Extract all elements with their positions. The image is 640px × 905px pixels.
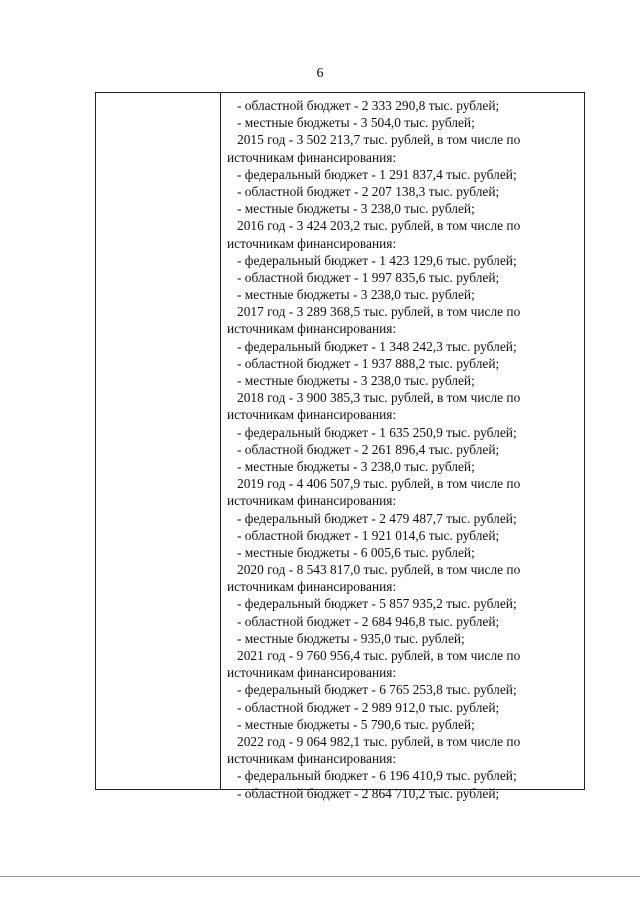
budget-item-line: - местные бюджеты - 3 238,0 тыс. рублей;	[237, 373, 475, 388]
year-total-line: 2017 год - 3 289 368,5 тыс. рублей, в том числе по	[237, 304, 521, 320]
continuation-line: источникам финансирования:	[227, 751, 397, 767]
continuation-line: источникам финансирования:	[227, 493, 397, 509]
budget-item-line: - местные бюджеты - 935,0 тыс. рублей;	[237, 630, 465, 646]
page-number: 6	[316, 66, 324, 81]
table-column-divider	[220, 93, 221, 789]
budget-item-line: - местные бюджеты - 5 790,6 тыс. рублей;	[237, 716, 475, 732]
year-total-line: 2019 год - 4 406 507,9 тыс. рублей, в том числе по	[237, 476, 521, 492]
year-total-line: 2021 год - 9 760 956,4 тыс. рублей, в том числе по	[237, 648, 521, 663]
continuation-line: источникам финансирования:	[227, 235, 397, 251]
budget-item-line: - федеральный бюджет - 6 196 410,9 тыс. рублей;	[237, 768, 517, 784]
budget-item-line: - областной бюджет - 2 684 946,8 тыс. рублей;	[237, 613, 500, 629]
year-total-line: 2015 год - 3 502 213,7 тыс. рублей, в том числе по	[237, 132, 521, 148]
budget-item-line: - местные бюджеты - 3 238,0 тыс. рублей;	[237, 201, 475, 217]
budget-item-line: - областной бюджет - 1 921 014,6 тыс. рублей;	[237, 527, 500, 543]
budget-item-line: - областной бюджет - 2 207 138,3 тыс. рублей;	[237, 183, 500, 199]
financing-text-cell	[227, 97, 579, 802]
year-total-line: 2018 год - 3 900 385,3 тыс. рублей, в том числе по	[237, 390, 521, 406]
continuation-line: источникам финансирования:	[227, 407, 397, 423]
continuation-line: источникам финансирования:	[227, 321, 397, 337]
budget-item-line: - федеральный бюджет - 1 635 250,9 тыс. рублей;	[237, 424, 517, 440]
budget-item-line: - областной бюджет - 2 989 912,0 тыс. рублей;	[237, 699, 500, 715]
year-total-line: 2016 год - 3 424 203,2 тыс. рублей, в том числе по	[237, 218, 521, 234]
budget-item-line: - местные бюджеты - 3 238,0 тыс. рублей;	[237, 458, 475, 474]
budget-item-line: - областной бюджет - 2 864 710,2 тыс. рублей;	[237, 785, 500, 801]
budget-item-line: - федеральный бюджет - 1 423 129,6 тыс. рублей;	[237, 252, 517, 268]
year-total-line: 2022 год - 9 064 982,1 тыс. рублей, в том числе по	[237, 733, 521, 749]
budget-item-line: - федеральный бюджет - 5 857 935,2 тыс. рублей;	[237, 596, 517, 612]
financing-table	[95, 92, 585, 801]
continuation-line: источникам финансирования:	[227, 149, 397, 165]
year-total-line: 2020 год - 8 543 817,0 тыс. рублей, в том числе по	[237, 562, 521, 578]
budget-item-line: - местные бюджеты - 3 504,0 тыс. рублей;	[237, 115, 475, 131]
budget-item-line: - федеральный бюджет - 6 765 253,8 тыс. рублей;	[237, 682, 517, 698]
continuation-line: источникам финансирования:	[227, 579, 397, 595]
budget-item-line: - федеральный бюджет - 1 348 242,3 тыс. рублей;	[237, 338, 517, 354]
budget-item-line: - местные бюджеты - 6 005,6 тыс. рублей;	[237, 544, 475, 560]
budget-item-line: - местные бюджеты - 3 238,0 тыс. рублей;	[237, 287, 475, 303]
budget-item-line: - областной бюджет - 1 937 888,2 тыс. рублей;	[237, 355, 500, 371]
budget-item-line: - федеральный бюджет - 2 479 487,7 тыс. рублей;	[237, 510, 517, 526]
budget-item-line: - федеральный бюджет - 1 291 837,4 тыс. рублей;	[237, 166, 517, 182]
budget-item-line: - областной бюджет - 2 261 896,4 тыс. рублей;	[237, 441, 500, 457]
budget-item-line: - областной бюджет - 2 333 290,8 тыс. рублей;	[237, 98, 500, 113]
page-bottom-rule	[0, 876, 640, 877]
budget-item-line: - областной бюджет - 1 997 835,6 тыс. рублей;	[237, 269, 500, 285]
continuation-line: источникам финансирования:	[227, 665, 397, 681]
